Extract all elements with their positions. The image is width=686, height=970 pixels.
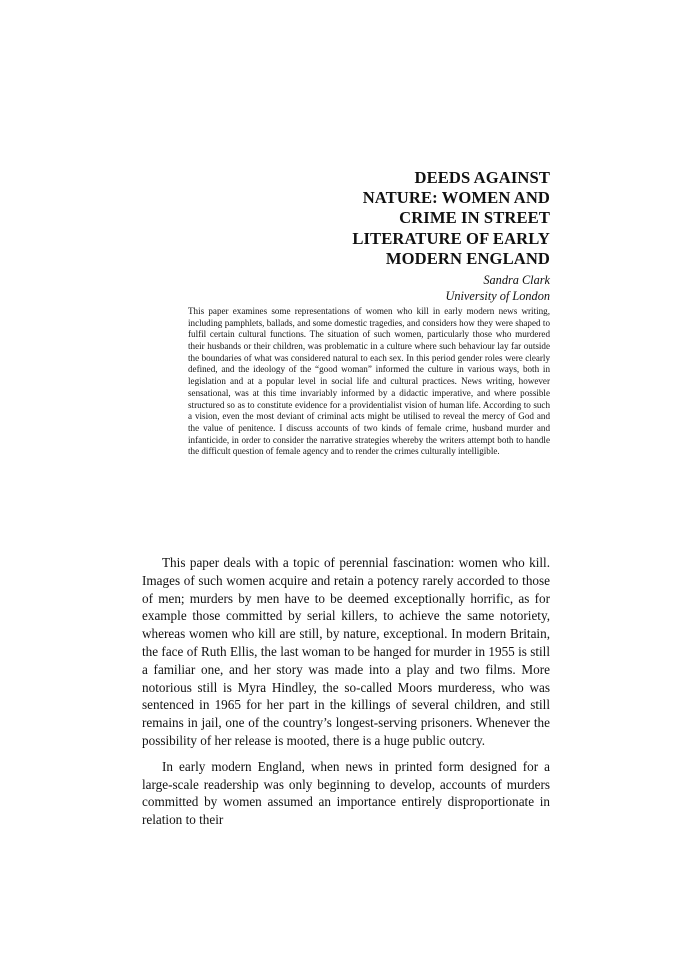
title-line-4: LITERATURE OF EARLY	[352, 228, 550, 248]
title-block	[300, 168, 550, 304]
body-paragraph-2: In early modern England, when news in printed form designed for a large-scale readership was only beginning to develop, accounts of murders committed by women assumed an importance entirely disproportionate in relation to their	[142, 758, 550, 828]
author-name: Sandra Clark	[483, 273, 550, 288]
title-line-5: MODERN ENGLAND	[385, 248, 550, 268]
title-line-3: CRIME IN STREET	[399, 208, 550, 228]
abstract: This paper examines some representations of women who kill in early modern news writing, including pamphlets, ballads, and some domestic tragedies, and considers how they were shaped to fulfil certain cultural functions. The situation of such women, particularly those who murdered their husbands or their children, was problematic in a culture where such behaviour lay far outside the boundaries of what was considered natural to each sex. In this period gender roles were clearly defined, and the ideology of the “good woman” informed the culture in various ways, both in legislation and at a popular level in social life and cultural practices. News writing, however sensational, was at this time invariably informed by a didactic imperative, and where possible structured so as to constitute evidence for a providentialist vision of human life. According to such a vision, even the most deviant of criminal acts might be utilised to reveal the mercy of God and the value of penitence. I discuss accounts of two kinds of female crime, husband murder and infanticide, in order to consider the narrative strategies whereby the writers attempt both to handle the difficult question of female agency and to render the crimes culturally intelligible.	[188, 306, 550, 457]
author-affiliation: University of London	[445, 289, 550, 304]
body-paragraph-1: This paper deals with a topic of perennial fascination: women who kill. Images of such women acquire and retain a potency rarely accorded to those of men; murders by men have to be deemed exceptionally horrific, as for example those committed by serial killers, to achieve the same notoriety, whereas women who kill are still, by nature, exceptional. In modern Britain, the face of Ruth Ellis, the last woman to be hanged for murder in 1955 is still a familiar one, and her story was made into a play and two films. More notorious still is Myra Hindley, the so-called Moors murderess, who was sentenced in 1965 for her part in the killings of several children, and still remains in jail, one of the country’s longest-serving prisoners. Whenever the possibility of her release is mooted, there is a huge public outcry.	[142, 555, 550, 748]
title-line-2: NATURE: WOMEN AND	[362, 188, 550, 208]
title-line-1: DEEDS AGAINST	[414, 168, 550, 187]
body-text	[142, 554, 550, 837]
